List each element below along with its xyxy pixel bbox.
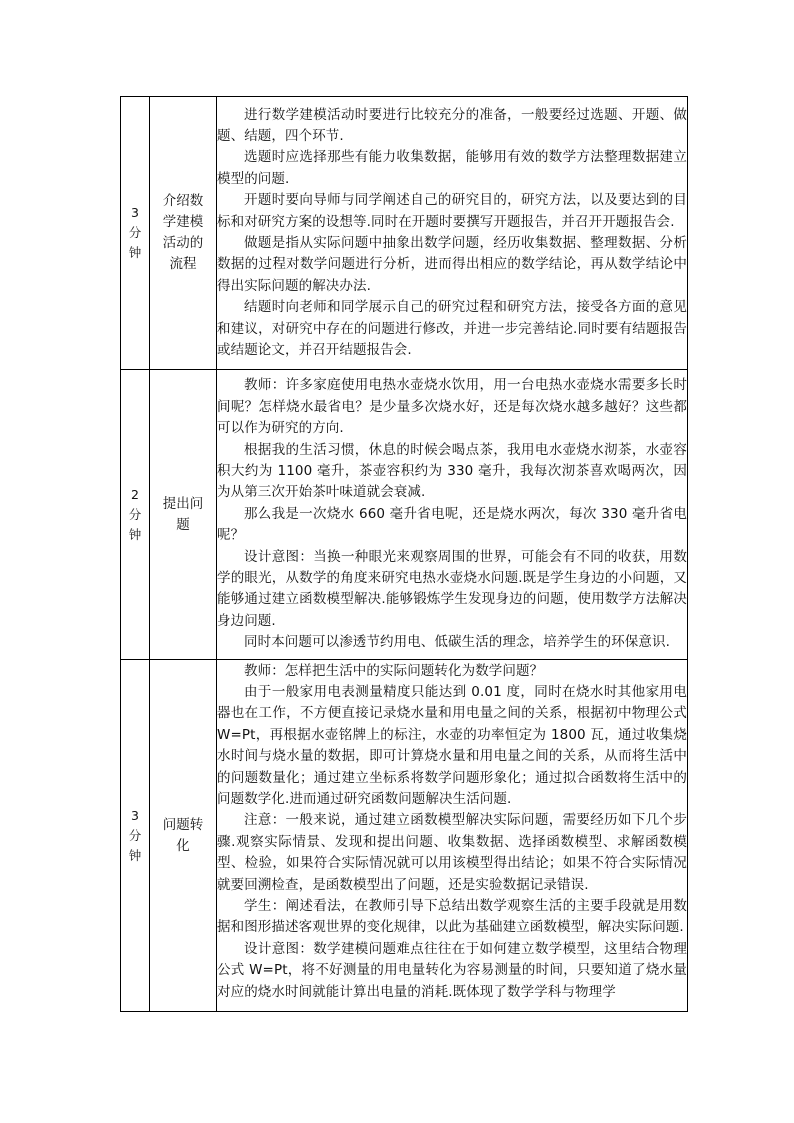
paragraph: 选题时应选择那些有能力收集数据，能够用有效的数学方法整理数据建立模型的问题. — [217, 149, 687, 187]
content-cell — [217, 660, 688, 1012]
time-cell — [121, 97, 150, 370]
paragraph: 同时本问题可以渗透节约用电、低碳生活的理念，培养学生的环保意识. — [244, 634, 670, 651]
time-label: 3 分 钟 — [128, 205, 142, 260]
time-cell — [121, 370, 150, 660]
stage-label: 问题转 化 — [162, 816, 204, 854]
content-clip — [217, 661, 687, 1011]
paragraph: 根据我的生活习惯，休息的时候会喝点茶，我用电水壶烧水沏茶，水壶容积大约为 1100 毫升，茶壶容积约为 330 毫升，我每次沏茶喜欢喝两次，因为从第三次开始茶叶味道就会衰减. — [217, 441, 687, 501]
paragraph: 设计意图：数学建模问题难点往往在于如何建立数学模型，这里结合物理公式 W=Pt，将不好测量的用电量转化为容易测量的时间，只要知道了烧水量对应的烧水时间就能计算出电量的消耗.既体现了数学学科与物理学 — [217, 940, 687, 1000]
stage-cell — [150, 97, 217, 370]
paragraph: 教师：怎样把生活中的实际问题转化为数学问题？ — [244, 662, 544, 679]
paragraph: 由于一般家用电表测量精度只能达到 0.01 度，同时在烧水时其他家用电器也在工作，不方便直接记录烧水量和用电量之间的关系，根据初中物理公式 W=Pt，再根据水壶铭牌上的标注，水壶的功率恒定为 1800 瓦，通过收集烧水时间与烧水量的数据，即可计算烧水量和用电量之间的关系，从而将生活中的问题数量化；通过建立坐标系将数学问题形象化；通过拟合函数将生活中的问题数学化.进而通过研究函数问题解决生活问题. — [217, 683, 687, 807]
paragraph: 开题时要向导师与同学阐述自己的研究目的，研究方法，以及要达到的目标和对研究方案的设想等.同时在开题时要撰写开题报告，并召开开题报告会. — [217, 192, 687, 230]
paragraph: 进行数学建模活动时要进行比较充分的准备，一般要经过选题、开题、做题、结题，四个环节. — [217, 106, 687, 144]
paragraph: 那么我是一次烧水 660 毫升省电呢，还是烧水两次，每次 330 毫升省电呢？ — [217, 505, 687, 544]
time-label: 2 分 钟 — [128, 486, 142, 542]
lesson-plan-table — [120, 96, 688, 1012]
table-row — [121, 370, 688, 660]
stage-label: 介绍数 学建模 活动的 流程 — [162, 193, 204, 272]
paragraph: 教师：许多家庭使用电热水壶烧水饮用，用一台电热水壶烧水需要多长时间呢？怎样烧水最省电？是少量多次烧水好，还是每次烧水越多越好？这些都可以作为研究的方向. — [217, 377, 687, 437]
paragraph: 学生：阐述看法，在教师引导下总结出数学观察生活的主要手段就是用数据和图形描述客观世界的变化规律，以此为基础建立函数模型，解决实际问题. — [217, 897, 687, 936]
stage-label: 提出问 题 — [162, 495, 204, 533]
time-label: 3 分 钟 — [128, 807, 142, 863]
stage-cell — [150, 370, 217, 660]
paragraph: 做题是指从实际问题中抽象出数学问题，经历收集数据、整理数据、分析数据的过程对数学问题进行分析，进而得出相应的数学结论，再从数学结论中得出实际问题的解决办法. — [217, 235, 687, 294]
stage-cell — [150, 660, 217, 1012]
time-cell — [121, 660, 150, 1012]
paragraph: 设计意图：当换一种眼光来观察周围的世界，可能会有不同的收获，用数学的眼光，从数学的角度来研究电热水壶烧水问题.既是学生身边的小问题，又能够通过建立函数模型解决.能够锻炼学生发现身边的问题，使用数学方法解决身边问题. — [217, 548, 687, 629]
content-cell — [217, 370, 688, 660]
content-cell — [217, 97, 688, 370]
table-row — [121, 97, 688, 370]
paragraph: 注意：一般来说，通过建立函数模型解决实际问题，需要经历如下几个步骤.观察实际情景、发现和提出问题、收集数据、选择函数模型、求解函数模型、检验，如果符合实际情况就可以用该模型得出结论；如果不符合实际情况就要回溯检查，是函数模型出了问题，还是实验数据记录错误. — [217, 812, 687, 893]
table-row — [121, 660, 688, 1012]
paragraph: 结题时向老师和同学展示自己的研究过程和研究方法，接受各方面的意见和建议，对研究中存在的问题进行修改，并进一步完善结论.同时要有结题报告或结题论文，并召开结题报告会. — [217, 299, 687, 359]
